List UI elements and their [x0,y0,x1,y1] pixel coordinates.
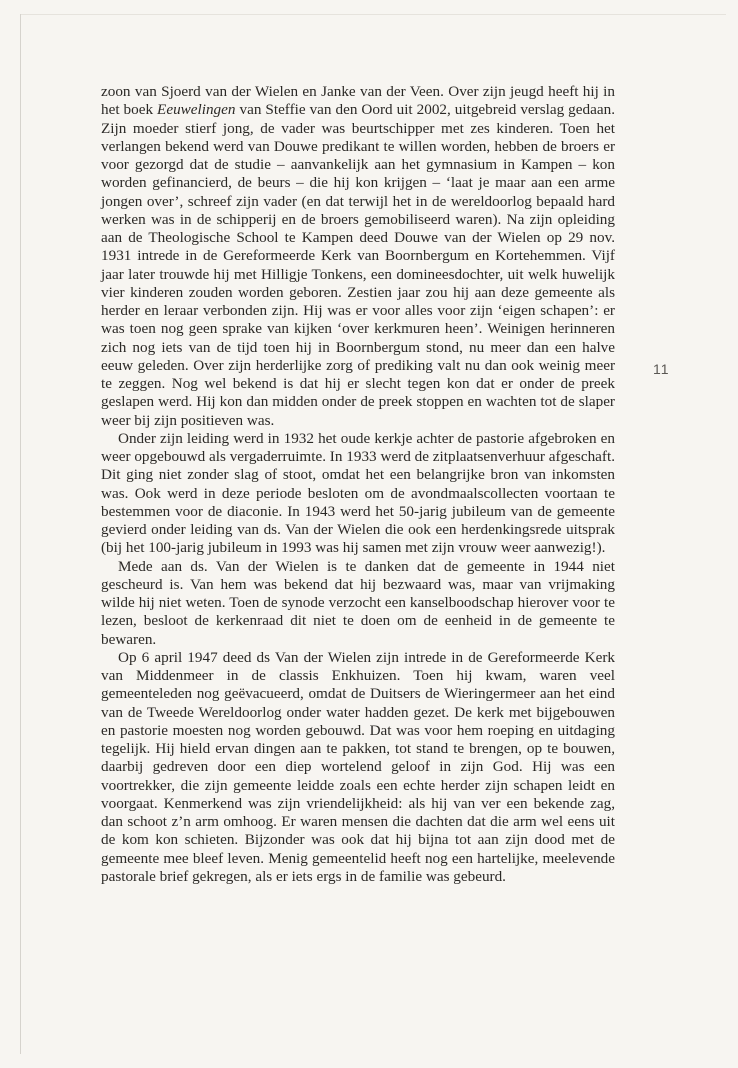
page-number: 11 [653,361,670,377]
paragraph-1 [101,83,615,430]
paragraph-1-intro: zoon van Sjoerd van der Wielen en Janke van der Veen. Over zijn jeugd heeft hij in het boek [101,83,615,119]
page-margin-rule [20,14,21,1054]
book-title: Eeuwelingen [157,101,236,119]
paragraph-3: Mede aan ds. Van der Wielen is te danken dat de gemeente in 1944 niet gescheurd is. Van hem was bekend dat hij bezwaard was, maar van vrijmaking wilde hij niet weten. Toen de synode verzocht een kanselboodschap hierover voor te lezen, besloot de kerkenraad dit niet te doen om de eenheid in de gemeente te bewaren. [101,557,615,648]
paragraph-2: Onder zijn leiding werd in 1932 het oude kerkje achter de pastorie afgebroken en weer opgebouwd als vergaderruimte. In 1933 werd de zitplaatsenverhuur afgeschaft. Dit ging niet zonder slag of stoot, omdat het een belangrijke bron van inkomsten was. Ook werd in deze periode besloten om de avondmaalscollecten voortaan te bestemmen voor de diaconie. In 1943 werd het 50-jarig jubileum van de gemeente gevierd onder leiding van ds. Van der Wielen die ook een herdenkingsrede uitsprak (bij het 100-jarig jubileum in 1993 was hij samen met zijn vrouw weer aanwezig!). [101,429,615,557]
page-top-edge [20,14,726,15]
paragraph-1-rest: van Steffie van den Oord uit 2002, uitgebreid verslag gedaan. Zijn moeder stierf jong, de vader was beurtschipper met zes kinderen. Toen het verlangen bekend werd van Douwe predikant te willen worden, hebben de broers er voor gezorgd dat de studie – aanvankelijk aan het gymnasium in Kampen – kon worden gefinancierd, de beurs – die hij kon krijgen – ‘laat je maar aan een arme jongen over’, schreef zijn vader (en dat terwijl het in de wereldoorlog bepaald hard werken was in de schipperij en de broers gemobiliseerd waren). Na zijn opleiding aan de Theologische School te Kampen deed Douwe van der Wielen op 29 nov. 1931 intrede in de Gereformeerde Kerk van Boornbergum en Kortehemmen. Vijf jaar later trouwde hij met Hilligje Tonkens, een domineesdochter, uit welk huwelijk vier kinderen zouden worden geboren. Zestien jaar zou hij aan deze gemeente als herder en leraar verbonden zijn. Hij was er voor alles voor zijn ‘eigen schapen’: er was toen nog geen sprake van kijken ‘over kerkmuren heen’. Weinigen herinneren zich nog iets van de tijd toen hij in Boornbergum stond, nu meer dan een halve eeuw geleden. Over zijn herderlijke zorg of prediking valt nu dan ook weinig meer te zeggen. Nog wel bekend is dat hij er slecht tegen kon dat er onder de preek geslapen werd. Hij kon dan midden onder de preek stoppen en wachten tot de slaper weer bij zijn positieven was. [101,101,615,429]
paragraph-4: Op 6 april 1947 deed ds Van der Wielen zijn intrede in de Gereformeerde Kerk van Middenmeer in de classis Enkhuizen. Toen hij kwam, waren veel gemeenteleden nog geëvacueerd, omdat de Duitsers de Wieringermeer aan het eind van de Tweede Wereldoorlog onder water hadden gezet. De kerk met bijgebouwen en pastorie moesten nog worden gebouwd. Dat was voor hem roeping en uitdaging tegelijk. Hij hield ervan dingen aan te pakken, tot stand te brengen, op te bouwen, daarbij gedreven door een diep wortelend geloof in zijn God. Hij was een voortrekker, die zijn gemeente leidde zoals een echte herder zijn schapen leidt en voorgaat. Kenmerkend was zijn vriendelijkheid: als hij van ver een bekende zag, dan schoot z’n arm omhoog. Er waren mensen die dachten dat die arm wel eens uit de kom kon schieten. Bijzonder was ook dat hij bijna tot aan zijn dood met de gemeente mee bleef leven. Menig gemeentelid heeft nog een hartelijke, meelevende pastorale brief gekregen, als er iets ergs in de familie was gebeurd. [101,648,615,885]
body-text [101,83,615,886]
